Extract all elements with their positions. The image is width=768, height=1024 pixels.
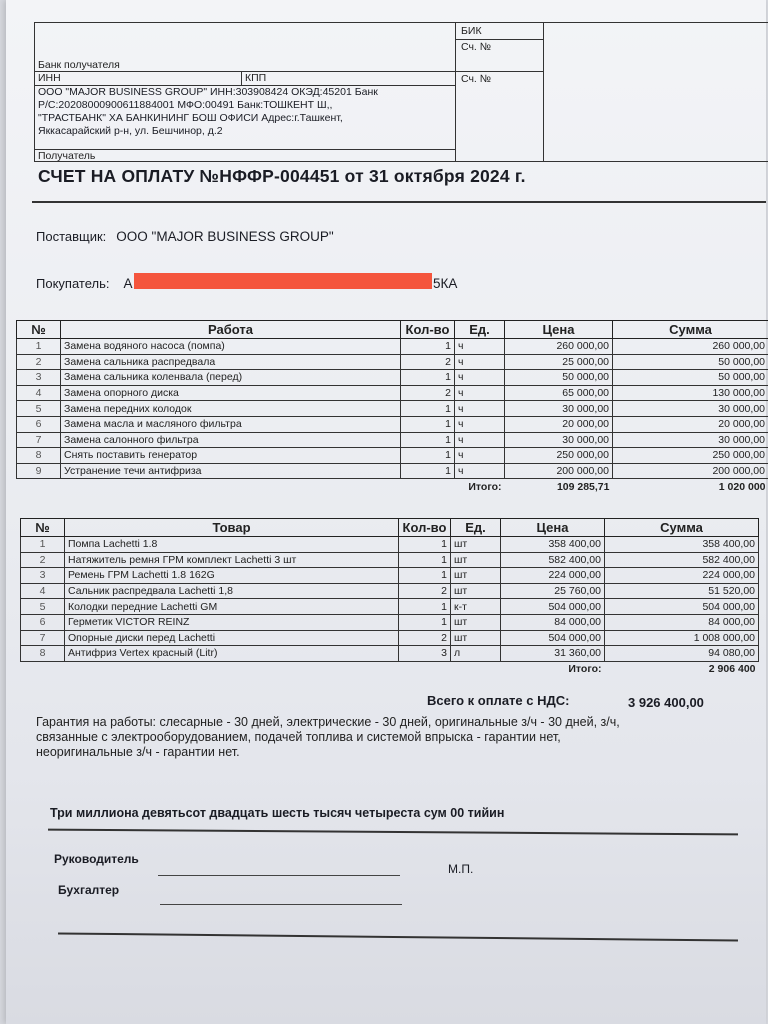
row-sum: 50 000,00 — [613, 370, 768, 386]
row-price: 504 000,00 — [501, 599, 605, 615]
row-name: Снять поставить генератор — [61, 448, 401, 464]
supplier-label: Поставщик: — [36, 229, 107, 244]
buyer-value-suffix: 5КА — [433, 276, 458, 291]
row-unit: ч — [455, 432, 505, 448]
row-name: Сальник распредвала Lachetti 1,8 — [65, 583, 399, 599]
row-qty: 1 — [399, 614, 451, 630]
row-unit: шт — [451, 614, 501, 630]
row-sum: 84 000,00 — [605, 614, 759, 630]
stamp-label: М.П. — [448, 862, 474, 876]
row-unit: шт — [451, 568, 501, 584]
table-row — [17, 339, 768, 355]
row-name: Антифриз Vertex красный (Litr) — [65, 646, 399, 662]
supplier-value: ООО "MAJOR BUSINESS GROUP" — [116, 229, 334, 244]
row-price: 358 400,00 — [501, 537, 605, 553]
row-number: 2 — [17, 354, 61, 370]
row-sum: 30 000,00 — [613, 401, 768, 417]
goods-total-label: Итого: — [568, 663, 602, 676]
row-number: 5 — [17, 401, 61, 417]
title-divider — [32, 201, 766, 203]
goods-table — [20, 518, 759, 677]
works-table — [16, 320, 768, 494]
row-number: 9 — [17, 463, 61, 479]
row-number: 4 — [17, 385, 61, 401]
row-unit: шт — [451, 552, 501, 568]
warranty-line: неоригинальные з/ч - гарантии нет. — [36, 745, 240, 759]
works-col-unit: Ед. — [455, 321, 505, 339]
row-number: 5 — [21, 599, 65, 615]
grand-total-label: Всего к оплате с НДС: — [427, 693, 570, 708]
buyer-label: Покупатель: — [36, 276, 110, 291]
works-col-name: Работа — [61, 321, 401, 339]
row-name: Замена масла и масляного фильтра — [61, 416, 401, 432]
row-sum: 582 400,00 — [605, 552, 759, 568]
row-number: 8 — [17, 448, 61, 464]
buyer-value-prefix: А — [123, 276, 133, 291]
row-number: 8 — [21, 646, 65, 662]
row-unit: ч — [455, 339, 505, 355]
row-number: 7 — [21, 630, 65, 646]
warranty-line: связанные с электрооборудованием, подачей топлива и системой впрыска - гарантии нет, — [36, 730, 561, 744]
row-price: 30 000,00 — [505, 401, 613, 417]
row-sum: 20 000,00 — [613, 416, 768, 432]
row-name: Замена сальника распредвала — [61, 354, 401, 370]
row-name: Опорные диски перед Lachetti — [65, 630, 399, 646]
recipient-bank-label: Банк получателя — [38, 59, 120, 71]
recipient-details — [38, 86, 448, 138]
inn-label: ИНН — [38, 72, 61, 84]
row-sum: 260 000,00 — [613, 339, 768, 355]
row-name: Замена опорного диска — [61, 385, 401, 401]
row-number: 1 — [17, 339, 61, 355]
account-label-1: Сч. № — [461, 41, 492, 53]
goods-col-number: № — [21, 519, 65, 537]
goods-col-unit: Ед. — [451, 519, 501, 537]
row-price: 582 400,00 — [501, 552, 605, 568]
goods-total-row — [21, 661, 759, 677]
row-qty: 1 — [401, 401, 455, 417]
row-price: 250 000,00 — [505, 448, 613, 464]
row-sum: 1 008 000,00 — [605, 630, 759, 646]
table-row — [21, 552, 759, 568]
account-label-2: Сч. № — [461, 73, 492, 85]
row-number: 3 — [17, 370, 61, 386]
recipient-label: Получатель — [38, 150, 96, 162]
row-qty: 1 — [401, 432, 455, 448]
row-name: Замена водяного насоса (помпа) — [61, 339, 401, 355]
recipient-details-line: "ТРАСТБАНК" ХА БАНКИНИНГ БОШ ОФИСИ Адрес:г.Ташкент, — [38, 112, 343, 124]
row-price: 224 000,00 — [501, 568, 605, 584]
row-qty: 1 — [401, 339, 455, 355]
works-header-row — [17, 321, 768, 339]
works-total-price: 109 285,71 — [556, 480, 610, 493]
table-row — [17, 401, 768, 417]
row-sum: 50 000,00 — [613, 354, 768, 370]
row-price: 200 000,00 — [505, 463, 613, 479]
footer-divider — [58, 932, 738, 941]
row-sum: 358 400,00 — [605, 537, 759, 553]
row-number: 2 — [21, 552, 65, 568]
accountant-signature-line — [160, 904, 402, 905]
buyer-redaction — [134, 273, 432, 289]
goods-col-name: Товар — [65, 519, 399, 537]
table-row — [17, 370, 768, 386]
row-sum: 504 000,00 — [605, 599, 759, 615]
row-qty: 1 — [399, 599, 451, 615]
table-row — [21, 614, 759, 630]
table-row — [17, 385, 768, 401]
row-price: 25 000,00 — [505, 354, 613, 370]
goods-col-sum: Сумма — [605, 519, 759, 537]
table-row — [21, 630, 759, 646]
row-unit: шт — [451, 537, 501, 553]
row-qty: 2 — [401, 354, 455, 370]
table-row — [21, 568, 759, 584]
bank-details-box — [34, 22, 768, 162]
table-row — [17, 448, 768, 464]
row-name: Ремень ГРМ Lachetti 1.8 162G — [65, 568, 399, 584]
invoice-title: СЧЕТ НА ОПЛАТУ №НФФР-004451 от 31 октября 2024 г. — [38, 166, 526, 186]
row-unit: ч — [455, 448, 505, 464]
director-signature-line — [158, 875, 400, 876]
row-number: 6 — [17, 416, 61, 432]
row-sum: 200 000,00 — [613, 463, 768, 479]
row-qty: 1 — [399, 568, 451, 584]
recipient-details-line: Р/С:20208000900611884001 МФО:00491 Банк:ТОШКЕНТ Ш,, — [38, 99, 333, 111]
recipient-details-line: Яккасарайский р-н, ул. Бешчинор, д.2 — [38, 125, 223, 137]
row-unit: к-т — [451, 599, 501, 615]
row-unit: ч — [455, 370, 505, 386]
table-row — [17, 432, 768, 448]
director-label: Руководитель — [54, 852, 139, 866]
row-qty: 1 — [399, 537, 451, 553]
row-qty: 1 — [401, 370, 455, 386]
table-row — [21, 537, 759, 553]
supplier-line — [36, 229, 334, 244]
row-sum: 250 000,00 — [613, 448, 768, 464]
table-row — [17, 416, 768, 432]
row-price: 260 000,00 — [505, 339, 613, 355]
row-number: 1 — [21, 537, 65, 553]
row-price: 30 000,00 — [505, 432, 613, 448]
amount-in-words: Три миллиона девятьсот двадцать шесть тысяч четыреста сум 00 тийин — [50, 806, 505, 820]
goods-col-price: Цена — [501, 519, 605, 537]
goods-total-sum: 2 906 400 — [708, 663, 756, 676]
row-name: Натяжитель ремня ГРМ комплект Lachetti 3 шт — [65, 552, 399, 568]
works-col-qty: Кол-во — [401, 321, 455, 339]
row-qty: 2 — [399, 630, 451, 646]
row-name: Замена сальника коленвала (перед) — [61, 370, 401, 386]
table-row — [21, 583, 759, 599]
goods-header-row — [21, 519, 759, 537]
works-total-label: Итого: — [468, 480, 502, 493]
row-qty: 2 — [399, 583, 451, 599]
row-qty: 1 — [401, 463, 455, 479]
row-number: 7 — [17, 432, 61, 448]
row-unit: ч — [455, 401, 505, 417]
buyer-line — [36, 276, 132, 291]
row-sum: 51 520,00 — [605, 583, 759, 599]
row-sum: 224 000,00 — [605, 568, 759, 584]
row-qty: 3 — [399, 646, 451, 662]
row-unit: л — [451, 646, 501, 662]
goods-col-qty: Кол-во — [399, 519, 451, 537]
works-col-sum: Сумма — [613, 321, 768, 339]
table-row — [17, 463, 768, 479]
row-price: 20 000,00 — [505, 416, 613, 432]
row-number: 3 — [21, 568, 65, 584]
row-qty: 2 — [401, 385, 455, 401]
works-total-row — [17, 479, 768, 495]
row-name: Замена передних колодок — [61, 401, 401, 417]
row-number: 6 — [21, 614, 65, 630]
invoice-sheet — [6, 0, 766, 1024]
row-qty: 1 — [399, 552, 451, 568]
row-unit: ч — [455, 416, 505, 432]
row-number: 4 — [21, 583, 65, 599]
row-price: 31 360,00 — [501, 646, 605, 662]
works-total-sum: 1 020 000 — [718, 480, 766, 493]
recipient-details-line: ООО "MAJOR BUSINESS GROUP" ИНН:303908424 ОКЭД:45201 Банк — [38, 86, 378, 98]
grand-total-value: 3 926 400,00 — [628, 695, 704, 710]
row-name: Колодки передние Lachetti GM — [65, 599, 399, 615]
works-col-number: № — [17, 321, 61, 339]
warranty-text — [36, 715, 736, 760]
row-sum: 94 080,00 — [605, 646, 759, 662]
row-unit: ч — [455, 385, 505, 401]
warranty-line: Гарантия на работы: слесарные - 30 дней, электрические - 30 дней, оригинальные з/ч - 30 дней, з/ч, — [36, 715, 620, 729]
words-underline — [48, 829, 738, 836]
row-name: Помпа Lachetti 1.8 — [65, 537, 399, 553]
row-unit: ч — [455, 354, 505, 370]
row-price: 65 000,00 — [505, 385, 613, 401]
bik-label: БИК — [461, 25, 482, 37]
row-unit: ч — [455, 463, 505, 479]
table-row — [21, 599, 759, 615]
row-qty: 1 — [401, 448, 455, 464]
row-unit: шт — [451, 630, 501, 646]
table-row — [21, 646, 759, 662]
kpp-label: КПП — [245, 72, 267, 84]
row-name: Устранение течи антифриза — [61, 463, 401, 479]
row-sum: 130 000,00 — [613, 385, 768, 401]
row-price: 25 760,00 — [501, 583, 605, 599]
row-price: 50 000,00 — [505, 370, 613, 386]
accountant-label: Бухгалтер — [58, 883, 120, 897]
row-unit: шт — [451, 583, 501, 599]
table-row — [17, 354, 768, 370]
row-name: Замена салонного фильтра — [61, 432, 401, 448]
row-price: 504 000,00 — [501, 630, 605, 646]
row-price: 84 000,00 — [501, 614, 605, 630]
row-name: Герметик VICTOR REINZ — [65, 614, 399, 630]
row-sum: 30 000,00 — [613, 432, 768, 448]
row-qty: 1 — [401, 416, 455, 432]
works-col-price: Цена — [505, 321, 613, 339]
